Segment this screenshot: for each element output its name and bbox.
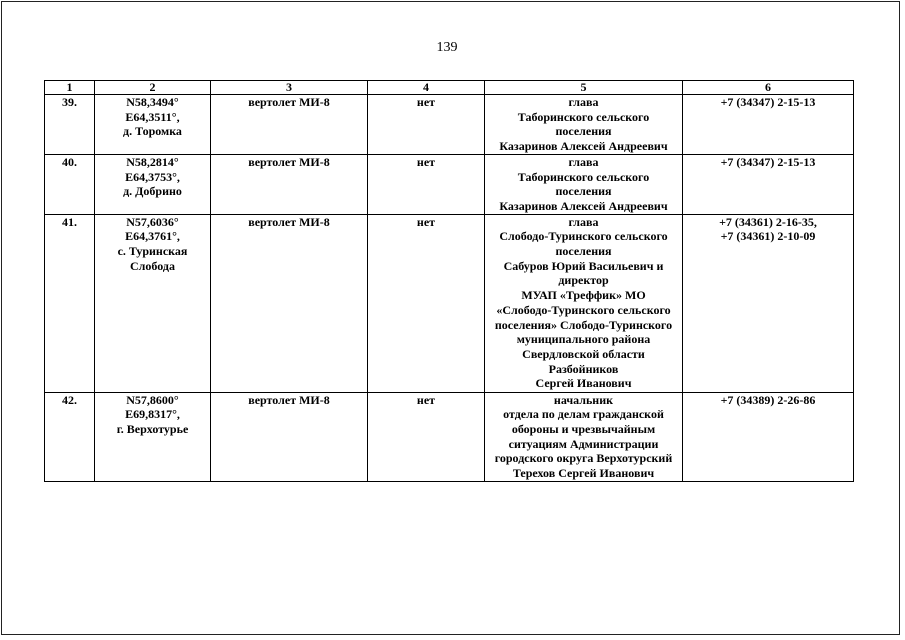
cell-line: Таборинского сельского	[517, 109, 650, 124]
phone-cell	[683, 392, 854, 481]
cell-line: Казаринов Алексей Андреевич	[499, 139, 668, 154]
cell-line: +7 (34361) 2-10-09	[720, 229, 816, 244]
cell-line: Терехов Сергей Иванович	[512, 466, 655, 481]
cell-line: E64,3761°,	[125, 229, 180, 244]
cell-line: Таборинского сельского	[517, 169, 650, 184]
coordinates-cell	[95, 95, 211, 155]
cell-line: N57,6036°	[126, 214, 179, 229]
row-number-cell: 39.	[45, 95, 95, 155]
phone-cell	[683, 95, 854, 155]
cell-line: +7 (34361) 2-16-35,	[719, 214, 817, 229]
table-header-row	[45, 81, 854, 95]
cell-line: ситуациям Администрации	[508, 436, 659, 451]
coordinates-cell	[95, 392, 211, 481]
cell-line: E64,3511°,	[125, 109, 180, 124]
page-number: 139	[436, 40, 458, 55]
data-table	[44, 80, 854, 482]
table-row	[45, 95, 854, 155]
cell-line: поселения	[555, 184, 612, 199]
row-number-cell: 42.	[45, 392, 95, 481]
cell-line: муниципального района	[516, 332, 651, 347]
cell-line: Свердловской области	[522, 346, 645, 361]
table-row	[45, 214, 854, 392]
cell-line: МУАП «Треффик» МО	[521, 288, 646, 303]
cell-line: N58,2814°	[126, 154, 179, 169]
cell-line: поселения	[555, 124, 612, 139]
cell-line: E64,3753°,	[125, 169, 180, 184]
col4-cell: нет	[368, 214, 485, 392]
column-header-5: 5	[485, 81, 683, 95]
table-row	[45, 392, 854, 481]
cell-line: д. Торомка	[123, 124, 182, 139]
cell-line: +7 (34347) 2-15-13	[720, 154, 816, 169]
cell-line: глава	[568, 214, 599, 229]
cell-line: Слобода	[130, 258, 175, 273]
table-row	[45, 154, 854, 214]
cell-line: с. Туринская	[117, 244, 188, 259]
col4-cell: нет	[368, 95, 485, 155]
cell-line: глава	[568, 95, 599, 109]
responsible-cell	[485, 392, 683, 481]
aircraft-cell: вертолет МИ-8	[211, 392, 368, 481]
responsible-cell	[485, 214, 683, 392]
cell-line: г. Верхотурье	[116, 422, 189, 437]
cell-line: отдела по делам гражданской	[503, 407, 664, 422]
col4-cell: нет	[368, 154, 485, 214]
column-header-6: 6	[683, 81, 854, 95]
cell-line: Сергей Иванович	[535, 376, 632, 391]
cell-line: начальник	[553, 392, 614, 407]
phone-cell	[683, 154, 854, 214]
coordinates-cell	[95, 154, 211, 214]
cell-line: д. Добрино	[123, 184, 182, 199]
cell-line: городского округа Верхотурский	[494, 451, 673, 466]
cell-line: N57,8600°	[126, 392, 179, 407]
col4-cell: нет	[368, 392, 485, 481]
column-header-4: 4	[368, 81, 485, 95]
cell-line: Казаринов Алексей Андреевич	[499, 198, 668, 213]
cell-line: Слободо-Туринского сельского	[499, 229, 668, 244]
aircraft-cell: вертолет МИ-8	[211, 95, 368, 155]
responsible-cell	[485, 95, 683, 155]
cell-line: N58,3494°	[126, 95, 179, 109]
row-number-cell: 40.	[45, 154, 95, 214]
cell-line: +7 (34389) 2-26-86	[720, 392, 816, 407]
phone-cell	[683, 214, 854, 392]
column-header-2: 2	[95, 81, 211, 95]
column-header-3: 3	[211, 81, 368, 95]
aircraft-cell: вертолет МИ-8	[211, 154, 368, 214]
cell-line: +7 (34347) 2-15-13	[720, 95, 816, 109]
cell-line: поселения	[555, 244, 612, 259]
cell-line: Сабуров Юрий Васильевич и	[503, 258, 664, 273]
column-header-1: 1	[45, 81, 95, 95]
cell-line: глава	[568, 154, 599, 169]
responsible-cell	[485, 154, 683, 214]
cell-line: «Слободо-Туринского сельского	[496, 302, 671, 317]
cell-line: E69,8317°,	[125, 407, 180, 422]
aircraft-cell: вертолет МИ-8	[211, 214, 368, 392]
cell-line: Разбойников	[548, 361, 619, 376]
row-number-cell: 41.	[45, 214, 95, 392]
coordinates-cell	[95, 214, 211, 392]
cell-line: обороны и чрезвычайным	[511, 422, 656, 437]
cell-line: директор	[558, 273, 609, 288]
cell-line: поселения» Слободо-Туринского	[494, 317, 673, 332]
